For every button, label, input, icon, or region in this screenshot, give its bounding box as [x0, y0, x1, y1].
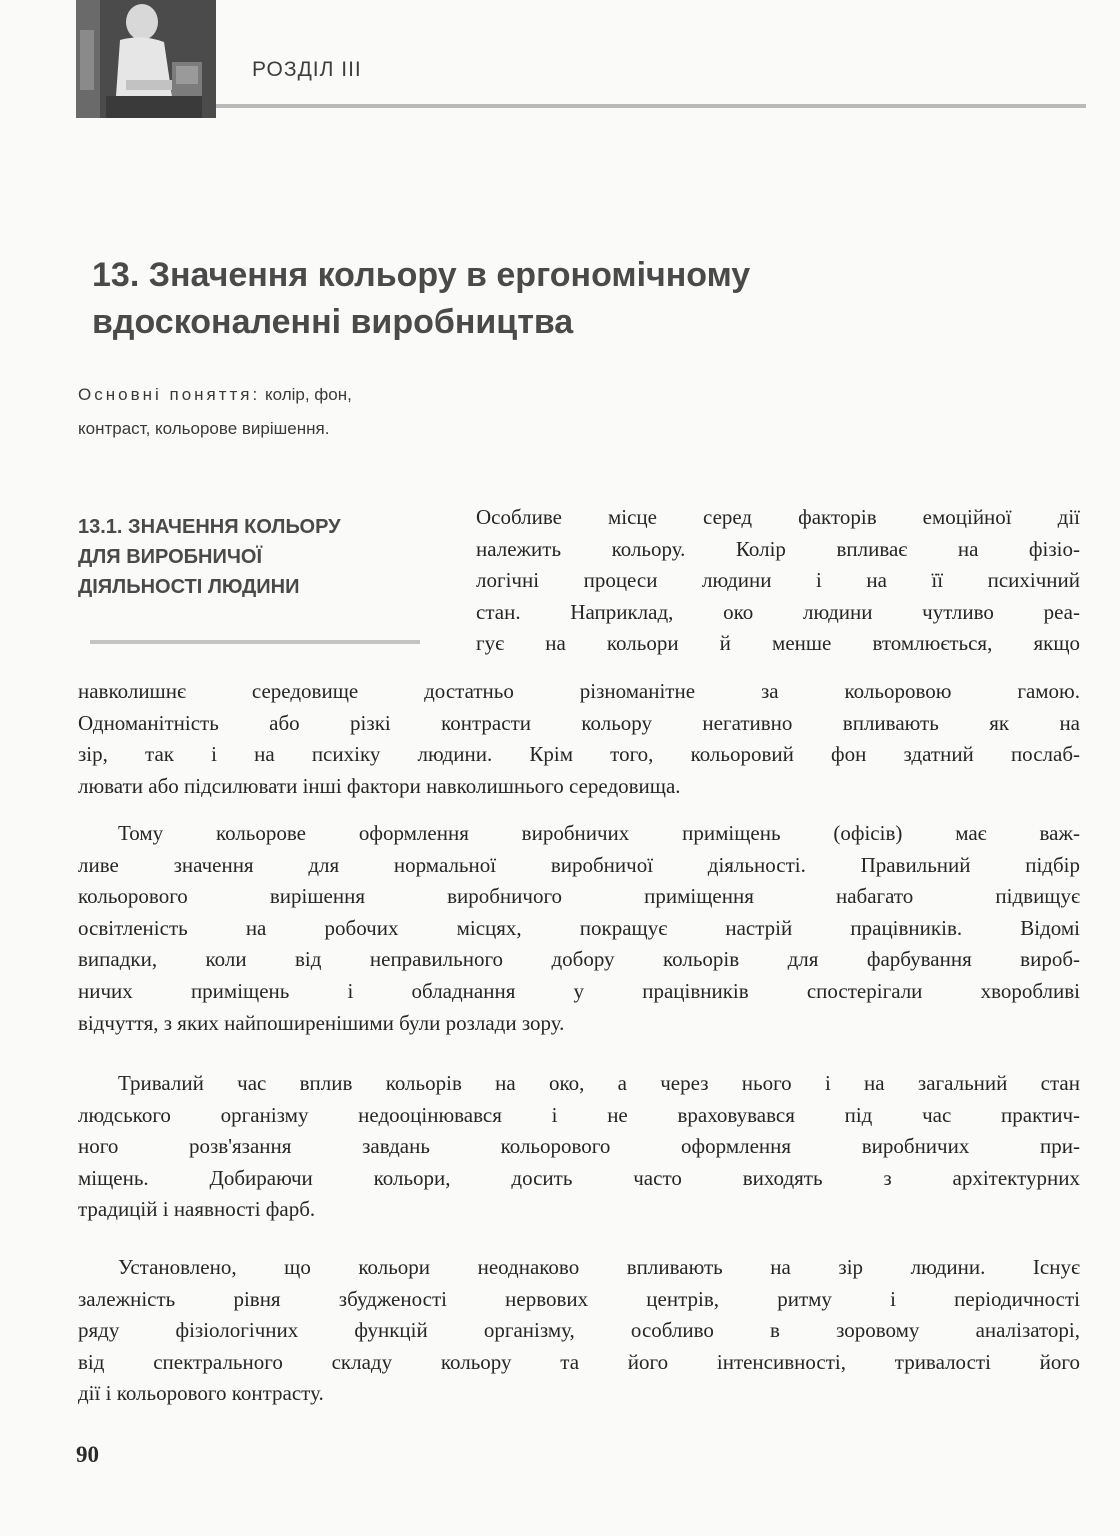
paragraph-4: [78, 1252, 1080, 1410]
text-line: ливе значення для нормальної виробничої діяльності. Правильний підбір: [78, 852, 1080, 877]
text-line: належить кольору. Колір впливає на фізіо-: [476, 536, 1080, 561]
chapter-title-line: вдосконаленні виробництва: [92, 303, 574, 341]
text-line: Тому кольорове оформлення виробничих приміщень (офісів) має важ-: [118, 821, 1080, 845]
subsection-heading: [78, 512, 438, 602]
paragraph-2: [78, 818, 1080, 1039]
key-concepts-terms: колір, фон,: [264, 385, 352, 404]
text-line: ничих приміщень і обладнання у працівників спостерігали хворобливі: [78, 978, 1080, 1003]
text-line: Одноманітність або різкі контрасти кольору негативно впливають як на: [78, 710, 1080, 735]
text-line: освітленість на робочих місцях, покращує настрій працівників. Відомі: [78, 915, 1080, 940]
text-line: логічні процеси людини і на її психічний: [476, 568, 1080, 593]
text-line: кольорового вирішення виробничого приміщення набагато підвищує: [78, 884, 1080, 909]
paragraph-1-wide: [78, 676, 1080, 802]
text-line: стан. Наприклад, око людини чутливо реа-: [476, 599, 1080, 624]
paragraph-1-narrow: [476, 502, 1080, 660]
text-line: зір, так і на психіку людини. Крім того, кольоровий фон здатний послаб-: [78, 742, 1080, 767]
text-line: залежність рівня збудженості нервових центрів, ритму і періодичності: [78, 1286, 1080, 1311]
key-concepts-terms: контраст, кольорове вирішення.: [78, 419, 330, 438]
subsection-heading-line: 13.1. ЗНАЧЕННЯ КОЛЬОРУ: [78, 516, 341, 538]
page-number: 90: [76, 1442, 99, 1467]
subsection-heading-line: ДЛЯ ВИРОБНИЧОЇ: [78, 546, 262, 568]
text-line: випадки, коли від неправильного добору кольорів для фарбування вироб-: [78, 947, 1080, 972]
text-line: відчуття, з яких найпоширенішими були розлади зору.: [78, 1010, 565, 1035]
subsection-heading-line: ДІЯЛЬНОСТІ ЛЮДИНИ: [78, 576, 300, 598]
chapter-title: [92, 252, 992, 346]
chapter-header-photo: [76, 0, 216, 118]
text-line: людського організму недооцінювався і не враховувався під час практич-: [78, 1102, 1080, 1127]
text-line: гує на кольори й менше втомлюється, якщо: [476, 631, 1080, 656]
text-line: Особливе місце серед факторів емоційної дії: [476, 505, 1080, 529]
chapter-title-line: 13. Значення кольору в ергономічному: [92, 256, 751, 294]
text-line: традицій і наявності фарб.: [78, 1197, 316, 1222]
text-line: ного розв'язання завдань кольорового оформлення виробничих при-: [78, 1134, 1080, 1159]
text-line: лювати або підсилювати інші фактори навколишнього середовища.: [78, 773, 681, 798]
section-label: РОЗДІЛ ІІІ: [252, 58, 362, 81]
text-line: міщень. Добираючи кольори, досить часто виходять з архітектурних: [78, 1165, 1080, 1190]
subsection-divider: [90, 640, 420, 644]
text-line: дії і кольорового контрасту.: [78, 1381, 324, 1406]
key-concepts-label: Основні поняття:: [78, 385, 261, 404]
paragraph-3: [78, 1068, 1080, 1226]
text-line: Тривалий час вплив кольорів на око, а через нього і на загальний стан: [118, 1071, 1080, 1095]
text-line: від спектрального складу кольору та його інтенсивності, тривалості його: [78, 1349, 1080, 1374]
text-line: Установлено, що кольори неоднаково впливають на зір людини. Існує: [118, 1255, 1080, 1279]
text-line: ряду фізіологічних функцій організму, особливо в зоровому аналізаторі,: [78, 1318, 1080, 1343]
header-divider: [216, 104, 1086, 108]
key-concepts: [78, 378, 548, 446]
text-line: навколишнє середовище достатньо різноманітне за кольоровою гамою.: [78, 679, 1080, 703]
